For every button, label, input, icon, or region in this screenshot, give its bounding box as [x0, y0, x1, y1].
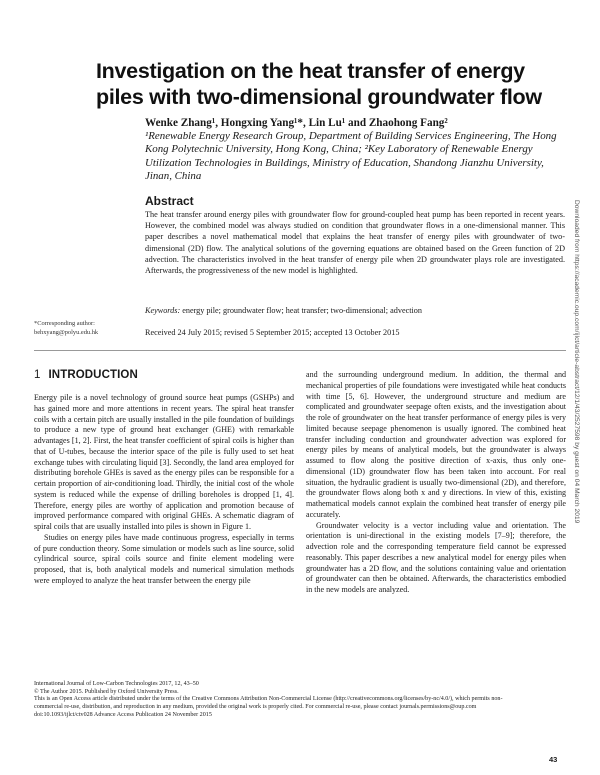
paragraph: Studies on energy piles have made continuous progress, especially in terms of pure conduction theory. Some simulation or models such as line source, solid cylindrical source, spiral coils source and finite element modeling were proposed, that is, both analytical models and numerical simulation methods were employed to analyze the heat transfer between the energy pile [34, 532, 294, 585]
section-number: 1 [34, 369, 41, 381]
copyright-line: © The Author 2015. Published by Oxford University Press. [34, 688, 179, 695]
section-divider [34, 350, 566, 351]
abstract-text: The heat transfer around energy piles with groundwater flow for ground-coupled heat pump has been reported in recent years. However, the combined model was always studied on condition that groundwater flows in a one-dimensional manner. This paper describes a novel mathematical model that explains the heat transfer of energy piles with groundwater of two-dimensional (2D) flow. The analytical solutions of the governing equations are obtained based on the Green function of 2D advection. The characteristics involved in the heat transfer of energy pile when 2D groundwater plays role are investigated. Afterwards, the progressiveness of the new model is highlighted. [145, 210, 565, 276]
author-affiliations: ¹Renewable Energy Research Group, Department of Building Services Engineering, The Hong Kong Polytechnic University, Hong Kong, China; ²Key Laboratory of Renewable Energy Utilization Technologies in Buildings, Ministry of Education, Shandong Jianzhu University, Jinan, China [145, 130, 557, 183]
body-column-right [306, 370, 566, 596]
corresponding-author [34, 320, 134, 337]
article-title: Investigation on the heat transfer of energy piles with two-dimensional groundwater flow [96, 59, 542, 109]
keywords-label: Keywords: [145, 306, 181, 315]
corresponding-author-email[interactable]: behxyang@polyu.edu.hk [34, 328, 99, 336]
keywords-list: energy pile; groundwater flow; heat transfer; two-dimensional; advection [182, 306, 422, 315]
paragraph: Groundwater velocity is a vector including value and orientation. The orientation is uni-directional in the existing models [7–9]; therefore, the advection role and the corresponding temperature field cannot be expressed reasonably. This paper describes a new analytical model for energy piles when groundwater has a 2D flow, and the solutions containing value and orientation of groundwater can then be obtained. Afterwards, the characteristics embodied in the new models are analyzed. [306, 520, 566, 594]
received-dates: Received 24 July 2015; revised 5 September 2015; accepted 13 October 2015 [145, 328, 400, 337]
section-heading-introduction [34, 369, 138, 381]
abstract-heading: Abstract [145, 194, 194, 208]
doi-line: doi:10.1093/ijlct/ctv028 Advance Access Publication 24 November 2015 [34, 711, 212, 718]
author-list: Wenke Zhang¹, Hongxing Yang¹*, Lin Lu¹ and Zhaohong Fang² [145, 117, 448, 129]
page-footer [34, 681, 504, 720]
paragraph: Energy pile is a novel technology of ground source heat pumps (GSHPs) and has gained more and more attentions in recent years. The spiral heat transfer coils with a certain pitch are usually installed in the pile foundation of buildings to produce a new type of ground heat exchanger (GHE) with remarkable advantages [1, 2]. First, the heat transfer coefficient of spiral coils is higher than that of U-tubes, because the interior space of the pile is fully used to set heat exchange tubes with circulating liquid [3]. Secondly, the land area employed for distributing borehole GHEs is saved as the energy piles can be responsible for a certain proportion of air-conditioning load. Thirdly, the initial cost of the whole system is reduced while the expense of drilling boreholes is dropped [1, 4]. Therefore, energy piles are worthy of application and promotion because of improved performance compared with original GHEs. A schematic diagram of spiral coils that are usually installed into piles is shown in Figure 1. [34, 393, 294, 531]
page-number: 43 [549, 755, 558, 764]
paragraph: and the surrounding underground medium. In addition, the thermal and mechanical properties of pile foundations were investigated while heat conducts with time [5, 6]. However, the underground structure and medium are complicated and groundwater seepage often exists, and the investigation about the role of groundwater on the heat transfer performance of energy piles is very limited because seepage phenomenon is usually ignored. The combined heat transfer including conduction and groundwater advection was explored for energy piles by means of analytical models, but the groundwater is always assumed to flow along the positive direction of x-axis, thus only one-dimensional (1D) groundwater flow has been taken into account. For real situation, the hydraulic gradient is usually two-dimensional (2D), and therefore, the groundwater flows along both x and y directions. In view of this, existing mathematical models cannot explain the combined heat transfer of energy pile accurately. [306, 370, 566, 519]
body-column-left [34, 393, 294, 587]
corresponding-author-label: *Corresponding author: [34, 320, 95, 327]
journal-citation: International Journal of Low-Carbon Technologies 2017, 12, 43–50 [34, 681, 199, 687]
keywords [145, 305, 565, 316]
license-text: This is an Open Access article distributed under the terms of the Creative Commons Attribution Non-Commercial License (http://creativecommons.org/licenses/by-nc/4.0/), which permits non-commercial re-use, distribution, and reproduction in any medium, provided the original work is properly cited. For commercial re-use, please contact journals.permissions@oup.com [34, 696, 503, 711]
download-sidebar [573, 200, 585, 580]
section-title: INTRODUCTION [48, 369, 138, 381]
download-notice: Downloaded from https://academic.oup.com/ijlct/article-abstract/12/1/43/2527598 by guest on 04 March 2019 [573, 200, 580, 524]
